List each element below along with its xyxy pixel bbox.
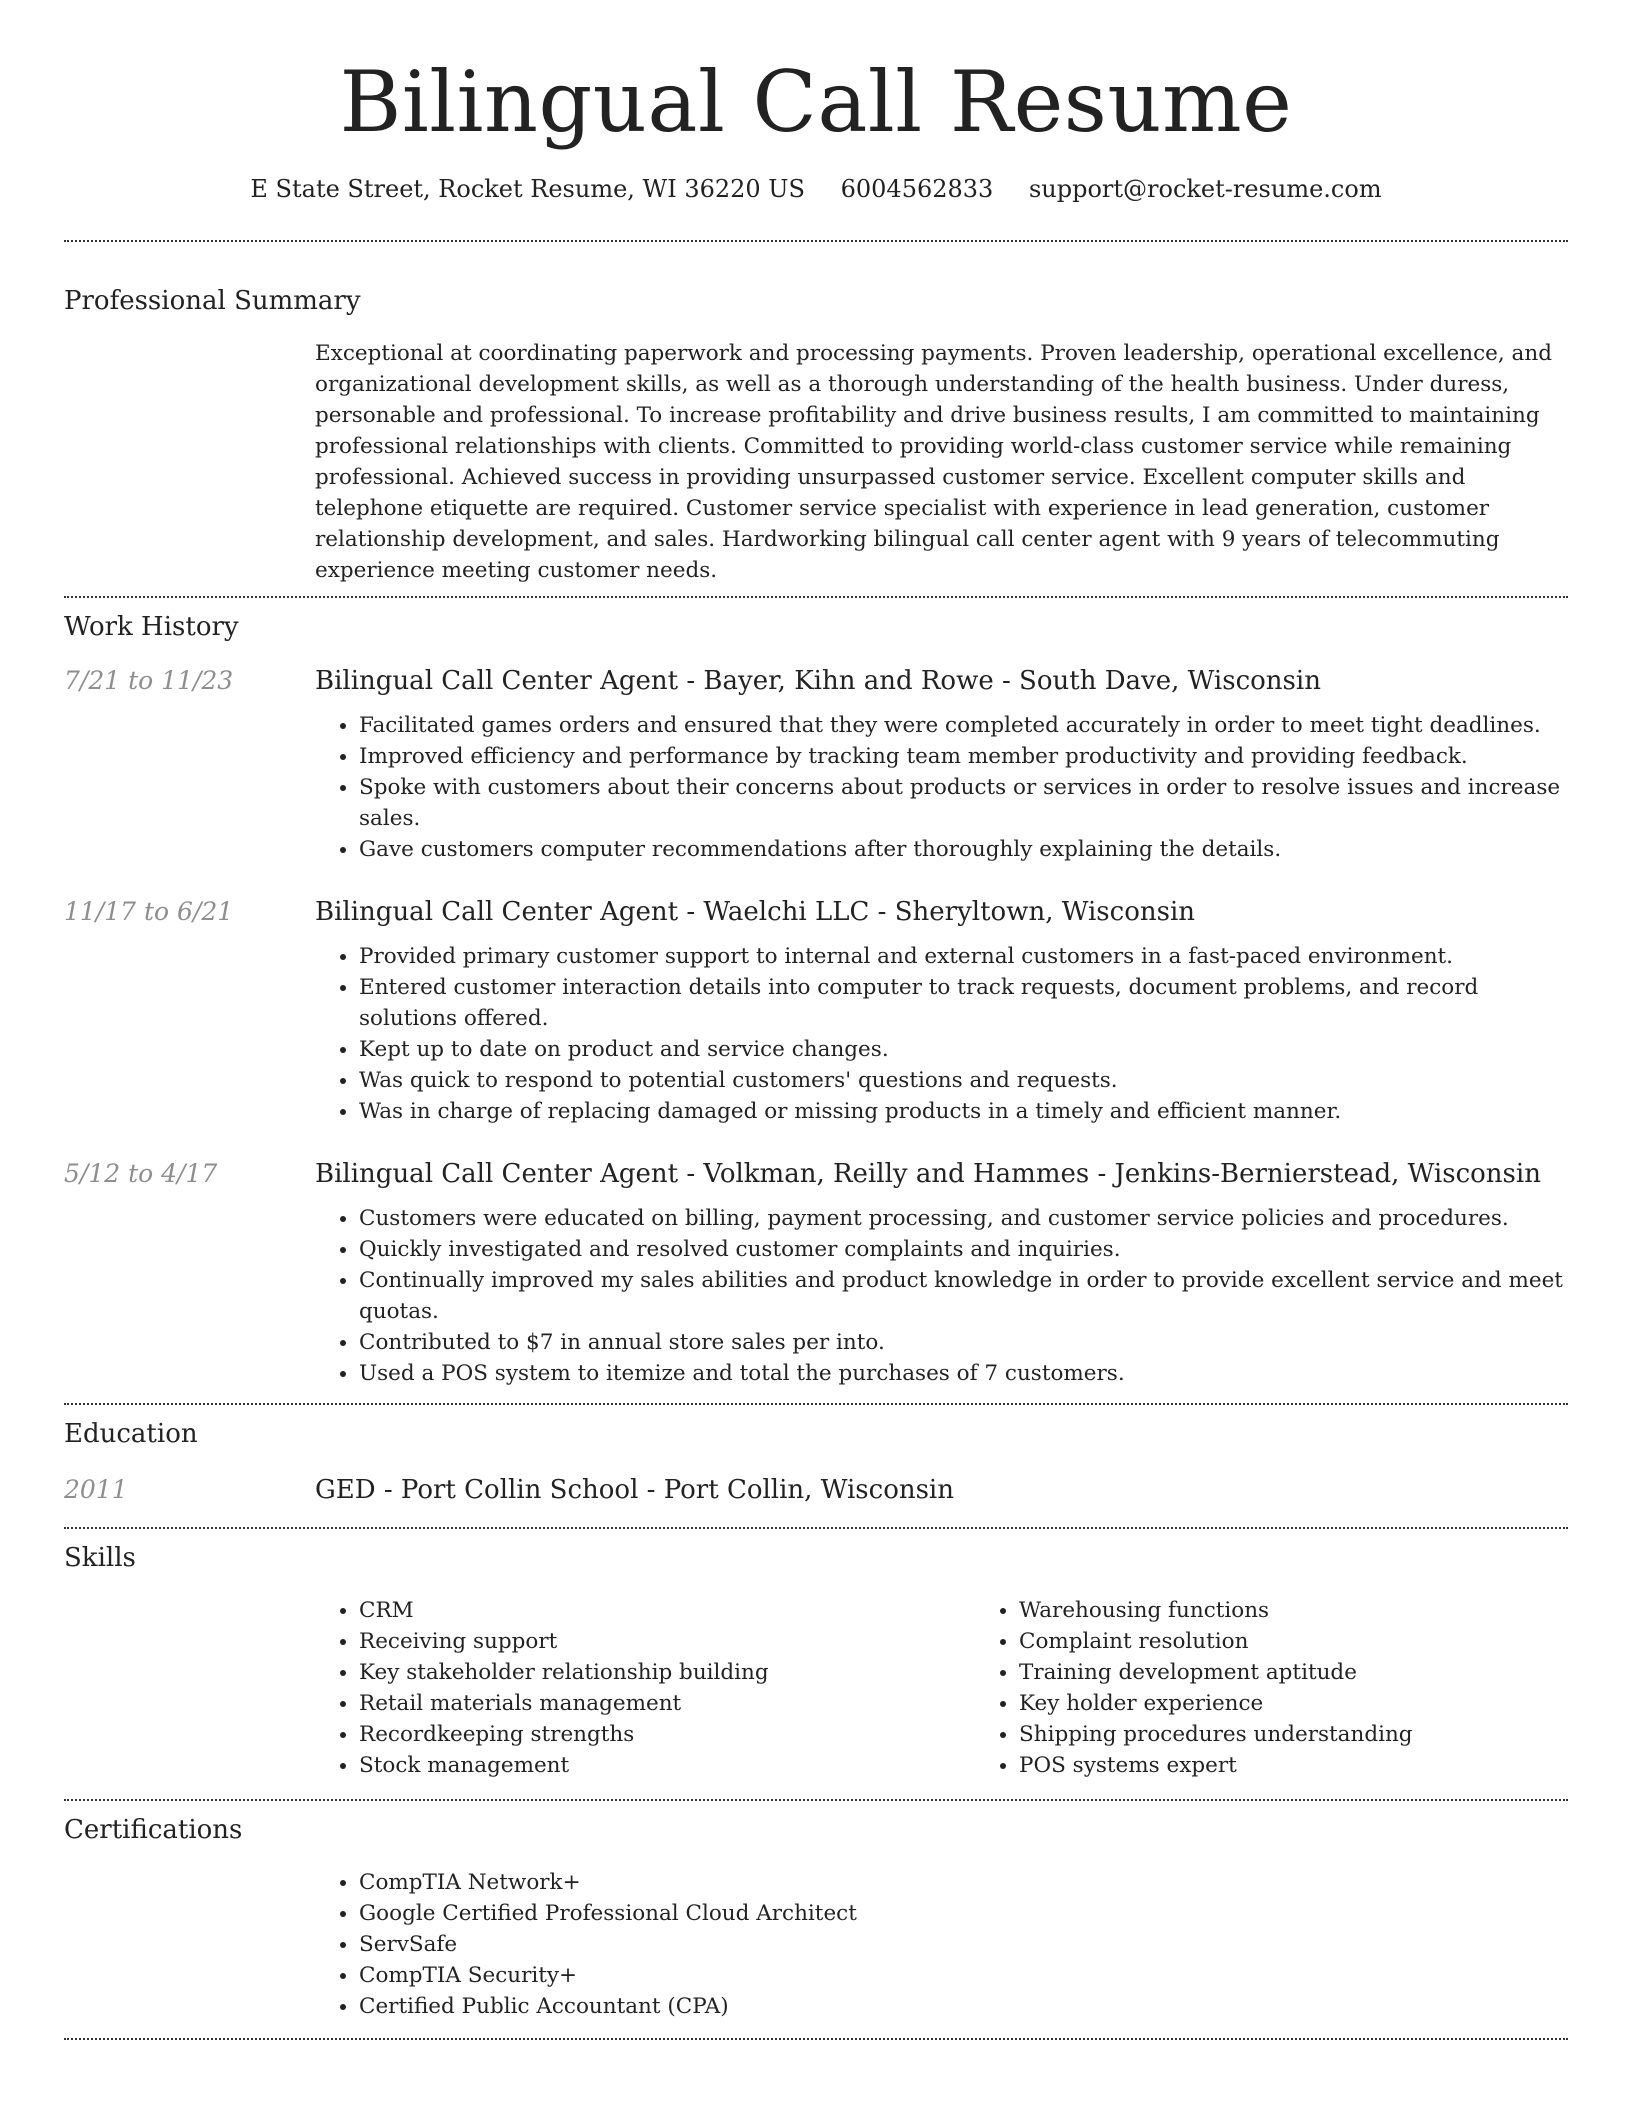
skill-item: • CRM <box>359 1595 975 1626</box>
professional-summary-section <box>64 242 1568 596</box>
job-date: 7/21 to 11/23 <box>64 666 234 695</box>
job-title: Bilingual Call Center Agent - Waelchi LLC - Sheryltown, Wisconsin <box>315 897 1196 927</box>
education-entry: GED - Port Collin School - Port Collin, Wisconsin <box>315 1475 954 1505</box>
section-title-skills: Skills <box>64 1543 136 1573</box>
skills-column-2 <box>975 1595 1632 1781</box>
skill-item: • Key holder experience <box>1019 1688 1632 1719</box>
job-bullets <box>315 941 1568 1127</box>
job-date: 11/17 to 6/21 <box>64 897 234 926</box>
job-bullet: • Customers were educated on billing, payment processing, and customer service policies and procedures. <box>359 1203 1568 1234</box>
job-bullets <box>315 710 1568 865</box>
job-bullet: • Kept up to date on product and service changes. <box>359 1034 1568 1065</box>
certification-item: • ServSafe <box>359 1929 1568 1960</box>
job-bullet: • Facilitated games orders and ensured that they were completed accurately in order to meet tight deadlines. <box>359 710 1568 741</box>
certifications-section <box>64 1801 1568 2038</box>
section-title-summary: Professional Summary <box>64 286 361 316</box>
certification-item: • Certified Public Accountant (CPA) <box>359 1991 1568 2022</box>
job-bullet: • Was quick to respond to potential customers' questions and requests. <box>359 1065 1568 1096</box>
job-entry <box>64 865 1568 1127</box>
job-bullet: • Used a POS system to itemize and total the purchases of 7 customers. <box>359 1358 1568 1389</box>
section-title-work: Work History <box>64 612 239 642</box>
job-title: Bilingual Call Center Agent - Bayer, Kihn and Rowe - South Dave, Wisconsin <box>315 666 1321 696</box>
work-history-section <box>64 598 1568 1403</box>
education-date: 2011 <box>64 1475 128 1504</box>
contact-address: E State Street, Rocket Resume, WI 36220 US <box>250 175 805 203</box>
job-bullet: • Spoke with customers about their concerns about products or services in order to resolve issues and increase sales. <box>359 772 1568 834</box>
job-entry <box>64 1127 1568 1389</box>
skill-item: • Stock management <box>359 1750 975 1781</box>
job-bullet: • Was in charge of replacing damaged or missing products in a timely and efficient manner. <box>359 1096 1568 1127</box>
certification-item: • CompTIA Security+ <box>359 1960 1568 1991</box>
job-entry <box>64 644 1568 865</box>
divider <box>64 2038 1568 2040</box>
job-date: 5/12 to 4/17 <box>64 1159 218 1188</box>
skill-item: • Complaint resolution <box>1019 1626 1632 1657</box>
job-bullet: • Entered customer interaction details into computer to track requests, document problems, and record solutions offered. <box>359 972 1568 1034</box>
skill-item: • Warehousing functions <box>1019 1595 1632 1626</box>
certification-item: • CompTIA Network+ <box>359 1867 1568 1898</box>
skill-item: • Shipping procedures understanding <box>1019 1719 1632 1750</box>
contact-email: support@rocket-resume.com <box>1028 175 1382 203</box>
summary-text: Exceptional at coordinating paperwork and processing payments. Proven leadership, operational excellence, and organizational development skills, as well as a thorough understanding of the health business. Under duress, personable and professional. To increase profitability and drive business results, I am committed to maintaining professional relationships with clients. Committed to providing world-class customer service while remaining professional. Achieved success in providing unsurpassed customer service. Excellent computer skills and telephone etiquette are required. Customer service specialist with experience in lead generation, customer relationship development, and sales. Hardworking bilingual call center agent with 9 years of telecommuting experience meeting customer needs. <box>315 341 1552 583</box>
section-title-certifications: Certifications <box>64 1815 243 1845</box>
skills-section <box>64 1529 1568 1799</box>
job-bullet: • Contributed to $7 in annual store sales per into. <box>359 1327 1568 1358</box>
skill-item: • Receiving support <box>359 1626 975 1657</box>
job-bullet: • Quickly investigated and resolved customer complaints and inquiries. <box>359 1234 1568 1265</box>
skill-item: • Recordkeeping strengths <box>359 1719 975 1750</box>
contact-line <box>64 172 1568 206</box>
certification-item: • Google Certified Professional Cloud Architect <box>359 1898 1568 1929</box>
certifications-list <box>315 1867 1568 2022</box>
job-bullet: • Improved efficiency and performance by tracking team member productivity and providing feedback. <box>359 741 1568 772</box>
job-title: Bilingual Call Center Agent - Volkman, Reilly and Hammes - Jenkins-Bernierstead, Wisconsin <box>315 1159 1541 1189</box>
resume-name: Bilingual Call Resume <box>339 53 1293 151</box>
job-bullet: • Continually improved my sales abilities and product knowledge in order to provide excellent service and meet quotas. <box>359 1265 1568 1327</box>
skill-item: • Retail materials management <box>359 1688 975 1719</box>
education-section <box>64 1405 1568 1527</box>
job-bullets <box>315 1203 1568 1389</box>
job-bullet: • Provided primary customer support to internal and external customers in a fast-paced environment. <box>359 941 1568 972</box>
section-title-education: Education <box>64 1419 198 1449</box>
skill-item: • Training development aptitude <box>1019 1657 1632 1688</box>
contact-phone: 6004562833 <box>840 175 994 203</box>
skill-item: • POS systems expert <box>1019 1750 1632 1781</box>
skills-column-1 <box>315 1595 975 1781</box>
skill-item: • Key stakeholder relationship building <box>359 1657 975 1688</box>
job-bullet: • Gave customers computer recommendations after thoroughly explaining the details. <box>359 834 1568 865</box>
